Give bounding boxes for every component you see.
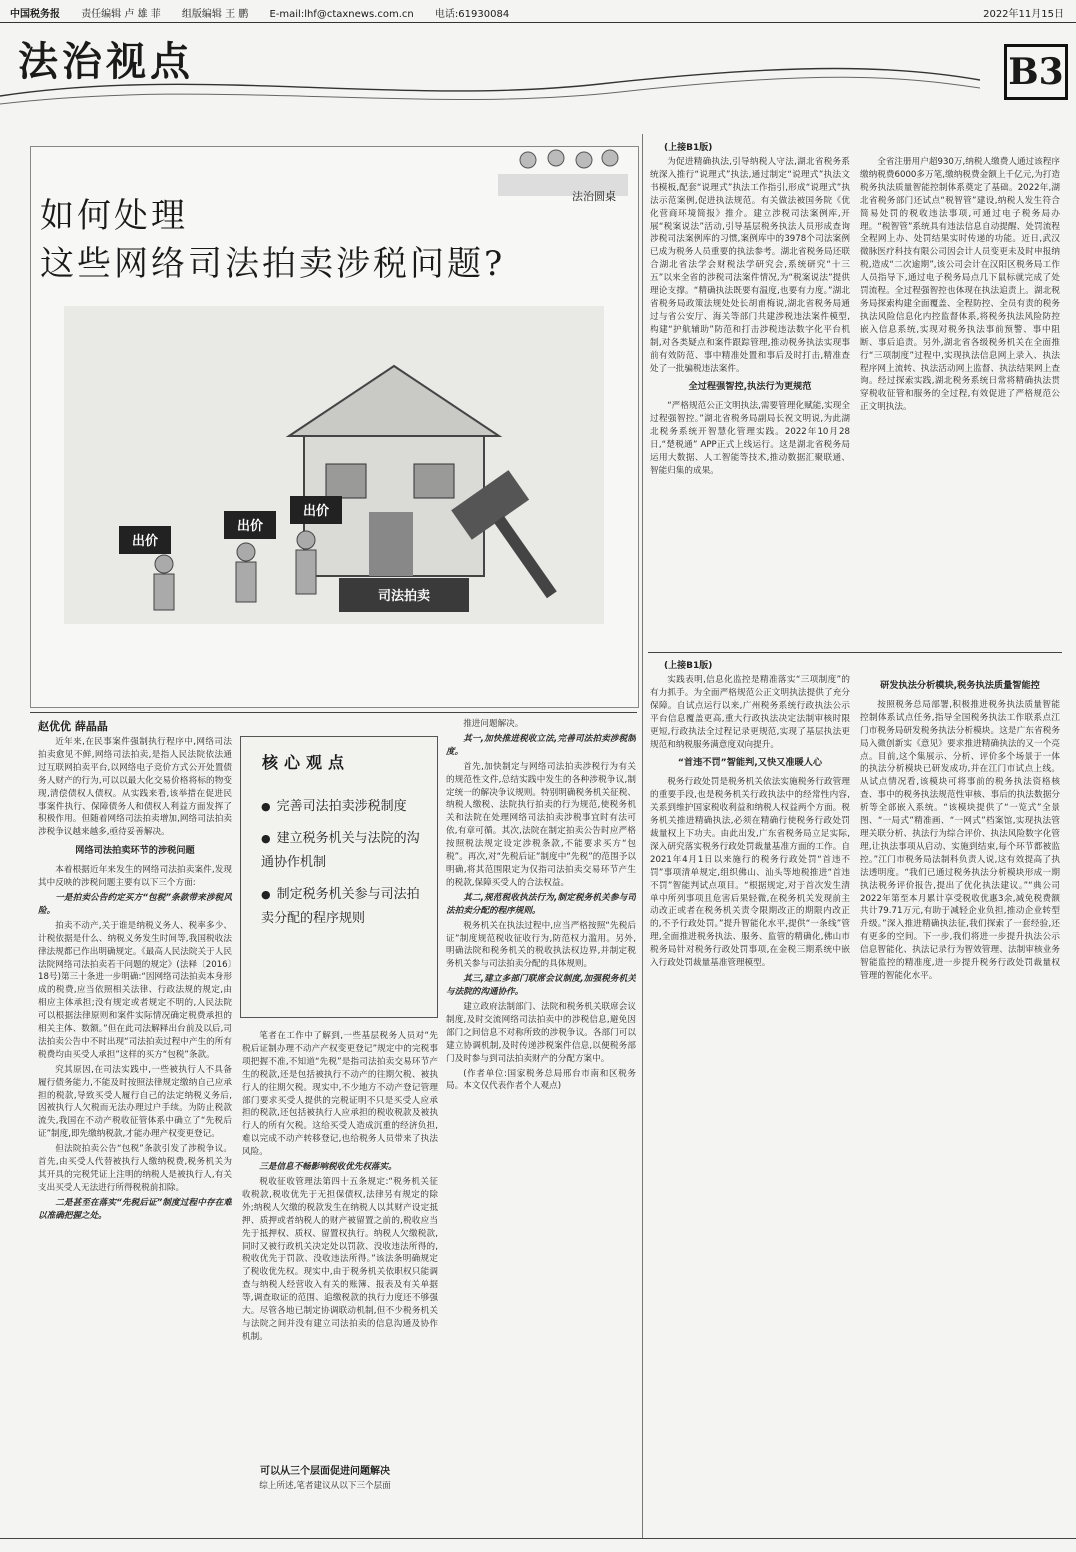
auction-illustration <box>64 306 604 624</box>
paragraph: 税务机关在执法过程中,应当严格按照“先税后证”制度规范税收征收行为,防范权力滥用。另外,明确法院和税务机关的税收执法权边界,并制定税务机关参与司法拍卖分配的具体规则。 <box>446 920 636 970</box>
subheading-italic: 二是甚至在落实“先税后证”制度过程中存在难以准确把握之处。 <box>38 1197 232 1221</box>
continued-label-top: (上接B1版) <box>664 143 713 153</box>
headline-line2: 这些网络司法拍卖涉税问题? <box>40 244 506 284</box>
phone: 电话:61930084 <box>434 9 510 20</box>
auction-label: 司法拍卖 <box>377 589 431 604</box>
subheading-italic: 其一,加快推进税收立法,完善司法拍卖涉税制度。 <box>446 733 636 757</box>
article-col-2-tail <box>242 1480 438 1520</box>
vertical-divider <box>642 134 643 1538</box>
subheading: 全过程强智控,执法行为更规范 <box>688 381 812 393</box>
paragraph: 建立政府法制部门、法院和税务机关联席会议制度,及时交流网络司法拍卖中的涉税信息,避免因部门之间信息不对称所致的涉税争议。各部门可以建立协调机制,及时传递涉税案件信息,以便税务部门及时参与到司法拍卖财产的分配方案中。 <box>446 1002 636 1064</box>
paragraph: 按照税务总局部署,积极推进税务执法质量智能控制体系试点任务,指导全国税务执法工作联系点江门市税务局研发税务执法分析模块。这是广东省税务局入微创新实《意见》要求推进精确执法的又一个亮点。目前,这个集展示、分析、评价多个场景于一体的执法分析模块已研发成功,并在江门市试点上线。从试点情况看,该模块可将事前的税务执法资格核查、事中的税务执法规范性审核、事后的执法数据分析等全部嵌入系统。“该模块提供了“一览式”全景图、“一局式”精准画、“一网式”档案馆,实现执法管理关联分析、执法行为综合评价、执法风险数字化管理,让执法事项从启动、实施到结束,每个环节都被监控。”江门市税务局法制科负责人说,这有效提高了执法透明度。“我们已通过税务执法分析模块形成一期执法税务评价报告,提出了优化执法建议。”“典公司2022年第至本月累计享受税收优惠3余,减免税费额共计79.71万元,有助于减轻企业负担,推动企业转型升级。”深入推进精确执法征,我们探索了一套经验,还有更多的空间。下一步,我们将进一步提升执法公示信息智能化、执法记录行为智效管理、法制审核业务智能监控的精准度,进一步提升税务行政处罚裁量权管理的智能化水平。 <box>860 699 1060 981</box>
issue-date: 2022年11月15日 <box>983 9 1064 20</box>
core-point-1: ● 完善司法拍卖涉税制度 <box>261 795 421 819</box>
paragraph: 综上所述,笔者建议从以下三个层面 <box>259 1481 391 1491</box>
page-code: B3 <box>1004 44 1068 100</box>
paragraph: 为促进精确执法,引导纳税人守法,湖北省税务系统深入推行“说理式”执法,通过制定“说理式”执法文书模板,配套“说理式”执法工作指引,形成“说理式”执法示范案例,促进执法规范。有关做法被国务院《优化营商环境简报》推介。建立涉税司法案例库,开展“税案说法”活动,引导基层税务执法人员形成查询涉税司法案例库的习惯,案例库中的3978个司法案例已成为税务人员重要的执法参考。湖北省税务局还联合湖北省法学会财税法学研究会,系统研究“十三五”以来全省的涉税司法案件情况,为“税案说法”提供理论支撑。“精确执法既要有温度,也要有力度。”湖北省税务局政策法规处处长胡甫梅说,湖北省税务局通过与省公安厅、海关等部门共建涉税违法案件模型,构建“护航辅助”防范和打击涉税违法数字化平台机制,对各类疑点和案件跟踪管理,推动税务执法实现事前有效防范、事中精准处置和事后及时打击,精准查处了一批骗税违法案件。 <box>650 157 850 374</box>
section-divider <box>648 652 1062 653</box>
headline <box>40 192 505 288</box>
article-col-2 <box>242 1030 438 1450</box>
author-note: (作者单位:国家税务总局邢台市南和区税务局。本文仅代表作者个人观点) <box>446 1068 636 1092</box>
paragraph: 首先,加快制定与网络司法拍卖涉税行为有关的规范性文件,总结实践中发生的各种涉税争议,制定统一的解决争议规则。特别明确税务机关征税、纳税人缴税、法院执行拍卖的行为规范,使税务机关和法院在处理网络司法拍卖涉税事宜时有法可依,有章可循。其次,法院在制定拍卖公告时应严格按照税法规定设定涉税条款,不能要求买方“包税”。再次,对“先税后证”制度中“先税”的范围予以明确,将其范围限定为仅指司法拍卖交易环节产生的税款,保障买受人的合法权益。 <box>446 761 636 888</box>
paragraph: 拍卖不动产,关于谁是纳税义务人、税率多少、计税依据是什么、纳税义务发生时间等,我国税收法律法规都已作出明确规定。《最高人民法院关于人民法院网络司法拍卖若干问题的规定》(法释〔2016〕18号)第三十条进一步明确:“因网络司法拍卖本身形成的税费,应当依照相关法律、行政法规的规定,由相应主体承担;没有规定或者规定不明的,人民法院可以根据法律原则和案件实际情况确定税费承担的相关主体、数额。”但在此司法解释出台前及以后,司法拍卖公告中不时出现“司法拍卖过程中产生的所有税费均由买受人承担”这样的买方“包税”条款。 <box>38 920 232 1060</box>
column-badge-label: 法治圆桌 <box>572 190 616 203</box>
bid-label-1: 出价 <box>131 534 159 549</box>
continued-label-bottom: (上接B1版) <box>664 661 713 671</box>
subheading-italic: 其三,建立多部门联席会议制度,加强税务机关与法院的沟通协作。 <box>446 974 636 998</box>
subheading: 网络司法拍卖环节的涉税问题 <box>75 845 195 857</box>
bid-label-2: 出价 <box>236 519 264 534</box>
paragraph: 全省注册用户超930万,纳税人缴费人通过该程序缴纳税费6000多万笔,缴纳税费金额上千亿元,为打造税务执法质量智能控制体系奠定了基础。2022年,湖北省税务部门还试点“税智管”建设,纳税人发生符合简易处罚的税收违法事项,可通过电子税务局办理。“税智管”系统具有违法信息自动提醒、处罚流程全程网上办、处罚结果实时传递的功能。近日,武汉微脉医疗科技有限公司因会计人员变更未及时申报纳税,造成“二次逾期”,该公司会计在汉阳区税务局工作人员指导下,通过电子税务局点几下鼠标就完成了处罚流程。全过程强智控也体现在执法追责上。湖北税务局探索构建全面覆盖、全程防控、全员有责的税务执法风险信息化内控监督体系,将税务执法风险防控嵌入信息系统,实现对税务执法事前预警、事中阻断、事后追责。另外,湖北省各级税务机关在全面推行“三项制度”过程中,实现执法信息网上录入、执法程序网上流转、执法活动网上监督、执法结果网上查询。经过探索实践,湖北税务系统日常将精确执法贯穿税收征管和服务的全过程,有效促进了严格规范公正文明执法。 <box>860 157 1060 413</box>
paragraph: 税收征收管理法第四十五条规定:“税务机关征收税款,税收优先于无担保债权,法律另有规定的除外;纳税人欠缴的税款发生在纳税人以其财产设定抵押、质押或者纳税人的财产被留置之前的,税收应当先于抵押权、质权、留置权执行。纳税人欠缴税款,同时又被行政机关决定处以罚款、没收违法所得的,税收优先于罚款、没收违法所得。”该法条明确规定了税收优先权。现实中,由于税务机关依职权只能调查与纳税人经营收入有关的账簿、报表及有关单据等,调查取证的范围、追缴税款的执行力度还不够强大。尽管各地已制定协调联动机制,但不少税务机关与法院之间并没有建立司法拍卖的信息沟通及协作机制。 <box>242 1176 438 1342</box>
paper-name: 中国税务报 <box>10 9 60 20</box>
mid-subheading: 可以从三个层面促进问题解决 <box>260 1466 390 1477</box>
core-point-2: ● 建立税务机关与法院的沟通协作机制 <box>261 827 421 875</box>
paragraph: “严格规范公正文明执法,需要管理化赋能,实现全过程强智控。”湖北省税务局副局长祝文明说,为此湖北税务系统开智慧化管理实践。2022年10月28日,“楚税通” APP正式上线运行。这是湖北省税务局运用大数据、人工智能等技术,推动数据汇聚联通、智能归集的成果。 <box>650 401 850 476</box>
paragraph: 本着根据近年来发生的网络司法拍卖案件,发现其中反映的涉税问题主要有以下三个方面: <box>38 865 232 889</box>
core-points-box <box>240 736 438 1018</box>
subheading-italic: 其二,规范税收执法行为,制定税务机关参与司法拍卖分配的程序规则。 <box>446 892 636 916</box>
core-point-3: ● 制定税务机关参与司法拍卖分配的程序规则 <box>261 883 421 931</box>
article-col-3 <box>446 718 636 1528</box>
footer-rule <box>0 1538 1076 1539</box>
subheading: “首违不罚”智能判,又快又准暖人心 <box>677 757 823 769</box>
right-top-col-1 <box>650 156 850 646</box>
paragraph: 近年来,在民事案件强制执行程序中,网络司法拍卖愈见不鲜,网络司法拍卖,是指人民法院依法通过互联网拍卖平台,以网络电子竞价方式公开处置债务人财产的行为,可以以最大化交易价格将标的物变现,清偿债权人债权。从实践来看,该举措在促进民事案件执行、保障债务人和债权人利益方面发挥了积极作用。但随着网络司法拍卖增加,网络司法拍卖涉税争议越来越多,亟待妥善解决。 <box>38 737 232 838</box>
paragraph: 但法院拍卖公告“包税”条款引发了涉税争议。首先,由买受人代替被执行人缴纳税费,税务机关为其开具的完税凭证上注明的纳税人是被执行人,有关支出买受人无法进行所得税税前扣除。 <box>38 1144 232 1193</box>
right-top-col-2 <box>860 156 1060 646</box>
email: E-mail:lhf@ctaxnews.com.cn <box>269 9 414 20</box>
right-bottom-col-2 <box>860 674 1060 1534</box>
paragraph: 实践表明,信息化监控是精准落实“三项制度”的有力抓手。为全面严格规范公正文明执法提供了充分保障。自试点运行以来,广州税务系统行政执法公示平台信息覆盖更高,重大行政执法决定法制审核时限更短,行政执法全过程记录更规范,实现了基层执法更规范和纳税服务满意度双向提升。 <box>650 675 850 750</box>
masthead-left <box>10 5 527 20</box>
core-points-list <box>261 795 421 931</box>
subheading: 研发执法分析模块,税务执法质量智能控 <box>880 680 1040 691</box>
subheading-italic: 一是拍卖公告约定买方“包税”条款带来涉税风险。 <box>38 892 232 916</box>
paragraph: 推进问题解决。 <box>463 719 524 729</box>
paragraph: 笔者在工作中了解到,一些基层税务人员对“先税后证制办理不动产产权变更登记”规定中的完税事项把握不准,不知道“先税”是指司法拍卖交易环节产生的税款,还是包括被执行不动产的往期欠税、被执行人的往期欠税。现实中,不少地方不动产登记管理部门要求买受人提供的完税证明不只是买受人应承担的税款,还包括被执行人应承担的税收税款及被执行人的所有欠税。这给买受人造成沉重的经济负担,难以完成不动产转移登记,也给税务人员带来了执法风险。 <box>242 1031 438 1158</box>
right-bottom-col-1 <box>650 674 850 1534</box>
section-title: 法治视点 <box>18 38 194 85</box>
paragraph: 税务行政处罚是税务机关依法实施税务行政管理的重要手段,也是税务机关行政执法中的经常性内容,关系到维护国家税收利益和纳税人权益两个方面。税务机关推进精确执法,必须在精确行使税务行政处罚裁量权上下功夫。由此出发,广东省税务局立足实际,深入研究落实税务行政处罚裁量基准方面的工作。自2021年4月1日以来施行的税务行政处罚“首违不罚”事项清单规定,组织佛山、汕头等地税推进“首违不罚”智能判试点项目。“根据规定,对于首次发生清单中所列事项且危害后果轻微,在税务机关发现前主动改正或者在税务机关责令限期改正的期限内改正的,不予行政处罚。”提升智能化水平,提供“一条线”管理,全面推进税务执法、服务、监管的精确化,佛山市税务局针对税务行政处罚事项,在金税三期系统中嵌入行政处罚裁量基准管理模型。 <box>650 777 850 969</box>
lower-divider <box>30 712 637 713</box>
layout-editor: 组版编辑 王 鹏 <box>181 9 249 20</box>
byline: 赵优优 薛晶晶 <box>38 720 108 733</box>
headline-line1: 如何处理 <box>40 196 188 236</box>
masthead <box>0 0 1076 23</box>
subheading-italic: 三是信息不畅影响税收优先权落实。 <box>259 1162 397 1173</box>
editor: 责任编辑 卢 雄 菲 <box>81 9 161 20</box>
article-col-1 <box>38 736 232 1526</box>
bid-label-3: 出价 <box>302 504 330 519</box>
core-points-title: 核心观点 <box>262 753 351 772</box>
paragraph: 究其原因,在司法实践中,一些被执行人不具备履行债务能力,不能及时按照法律规定缴纳自己应承担的税款,导致买受人履行自己的法定纳税义务后,因被执行人欠税而无法办理过户手续。为防止税款流失,我国在不动产税收征管体系中确立了“先税后证”制度,即先缴纳税款,才能办理产权变更登记。 <box>38 1064 232 1140</box>
